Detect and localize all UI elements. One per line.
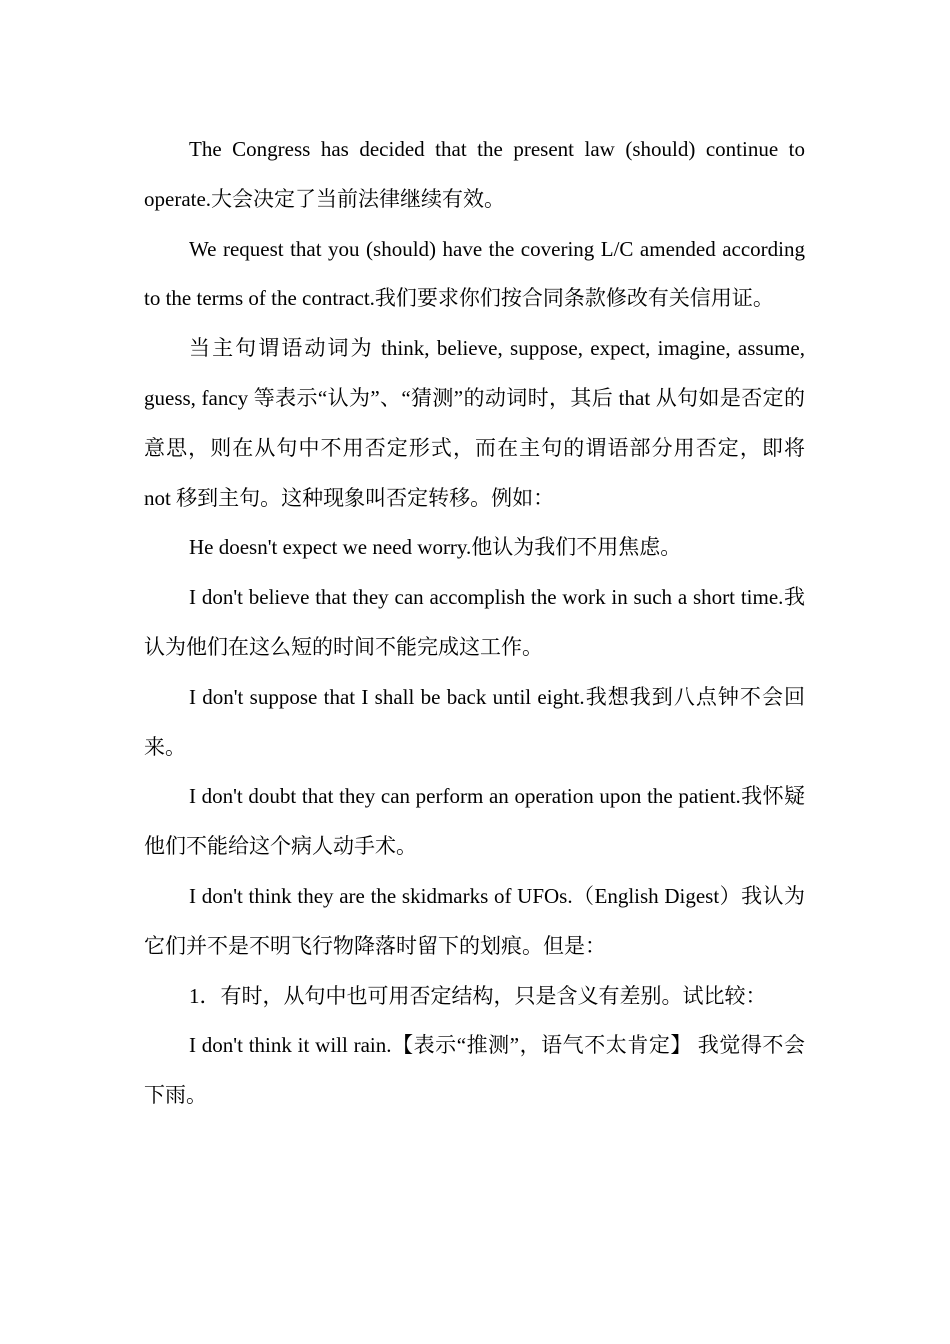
paragraph-doubt-example: I don't doubt that they can perform an operation upon the patient.我怀疑他们不能给这个病人动手术。: [144, 784, 805, 859]
paragraph-suppose-example: I don't suppose that I shall be back until eight.我想我到八点钟不会回来。: [144, 684, 805, 759]
paragraph-negation-transfer-rule: 当主句谓语动词为 think, believe, suppose, expect, imagine, assume, guess, fancy 等表示“认为”、“猜测”的动词时，其后 that 从句如是否定的意思，则在从句中不用否定形式，而在主句的谓语部分用否定，即将 not 移到主句。这种现象叫否定转移。例如：: [144, 336, 805, 510]
paragraph-lc-example: We request that you (should) have the covering L/C amended according to the terms of the contract.我们要求你们按合同条款修改有关信用证。: [144, 236, 805, 311]
paragraph-exception-1: 1．有时，从句中也可用否定结构，只是含义有差别。试比较：: [189, 983, 767, 1008]
paragraph-think-example: I don't think they are the skidmarks of UFOs.（English Digest）我认为它们并不是不明飞行物降落时留下的划痕。但是：: [144, 883, 805, 958]
document-page: [144, 125, 805, 1121]
paragraph-believe-example: I don't believe that they can accomplish the work in such a short time.我认为他们在这么短的时间不能完成这工作。: [144, 585, 805, 659]
paragraph-expect-example: He doesn't expect we need worry.他认为我们不用焦虑。: [189, 535, 682, 560]
paragraph-rain-example: I don't think it will rain.【表示“推测”，语气不太肯定】 我觉得不会下雨。: [144, 1033, 805, 1108]
paragraph-congress-example: The Congress has decided that the present law (should) continue to operate.大会决定了当前法律继续有效。: [144, 137, 805, 211]
